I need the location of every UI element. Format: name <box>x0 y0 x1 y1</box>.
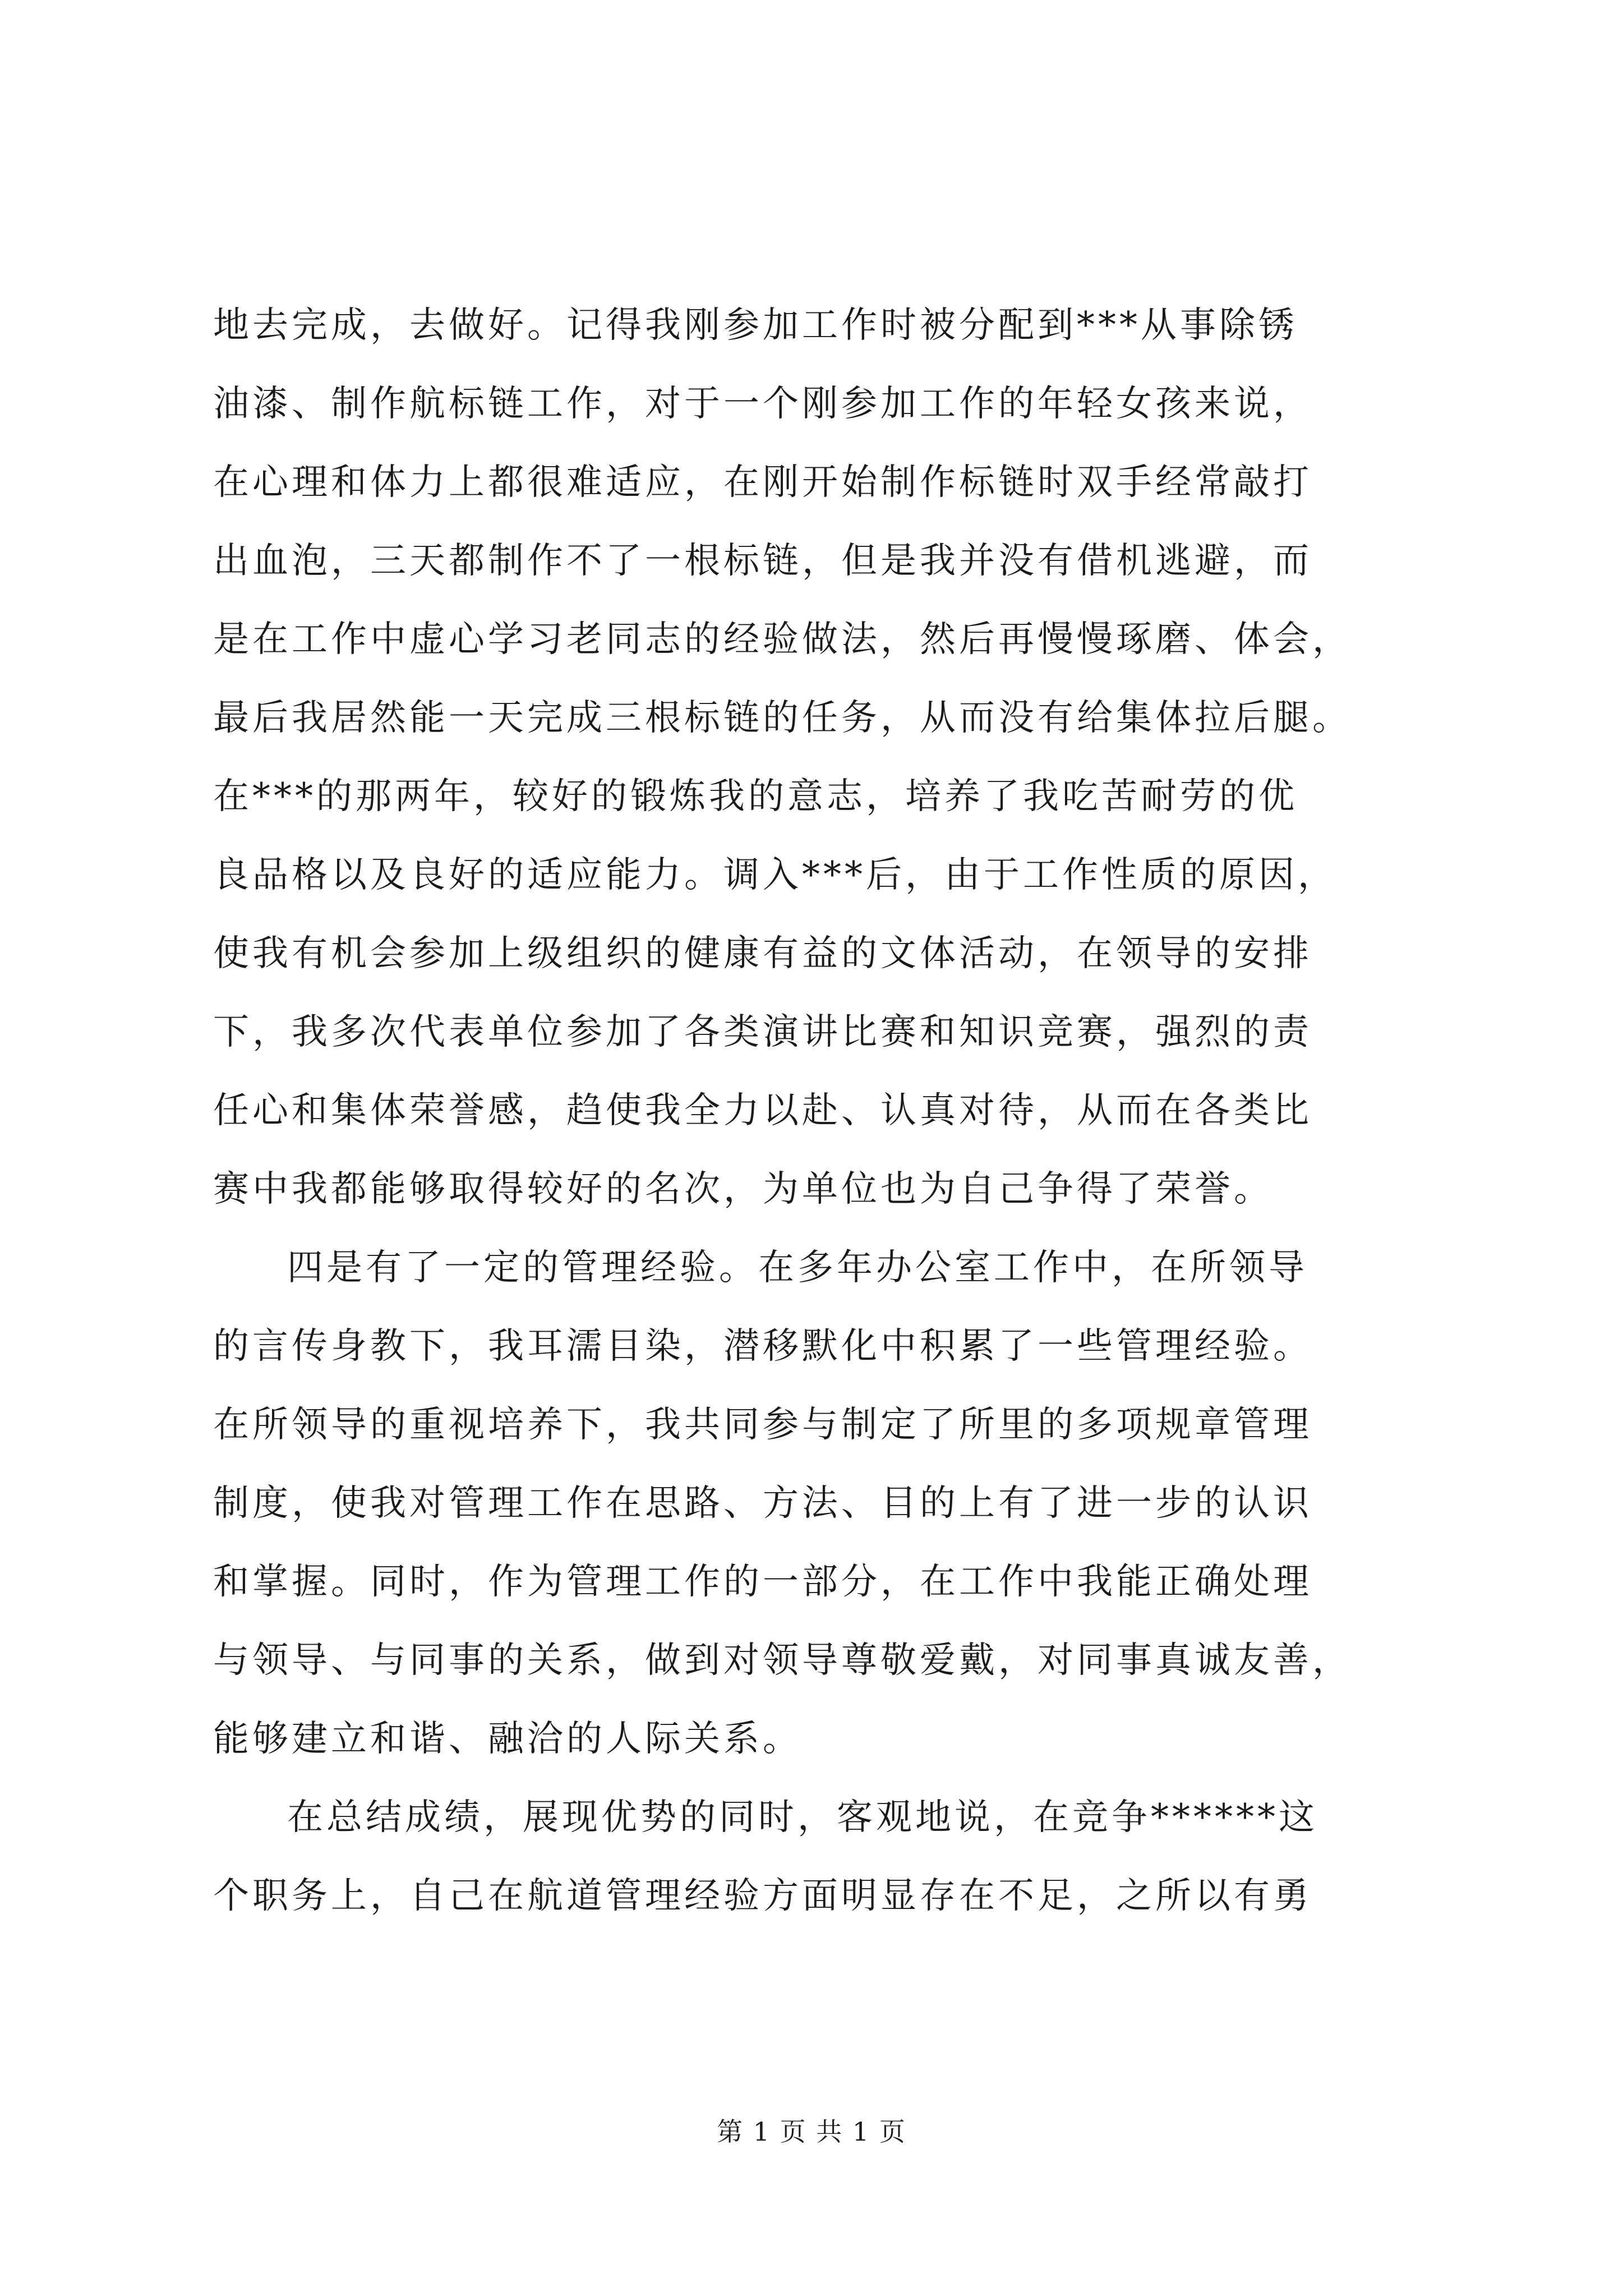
text-line: 与领导、与同事的关系，做到对领导尊敬爱戴，对同事真诚友善， <box>213 1640 1352 1681</box>
page-footer: 第 1 页 共 1 页 <box>717 2116 906 2147</box>
text-line: 良品格以及良好的适应能力。调入***后，由于工作性质的原因， <box>213 854 1337 896</box>
text-line: 和掌握。同时，作为管理工作的一部分，在工作中我能正确处理 <box>213 1561 1312 1603</box>
text-line: 在***的那两年，较好的锻炼我的意志，培养了我吃苦耐劳的优 <box>213 776 1298 817</box>
text-line: 下，我多次代表单位参加了各类演讲比赛和知识竞赛，强烈的责 <box>213 1011 1312 1053</box>
paragraph-start-line: 四是有了一定的管理经验。在多年办公室工作中，在所领导 <box>287 1247 1308 1289</box>
text-line: 任心和集体荣誉感，趋使我全力以赴、认真对待，从而在各类比 <box>213 1090 1312 1131</box>
text-line: 个职务上，自己在航道管理经验方面明显存在不足，之所以有勇 <box>213 1875 1312 1917</box>
text-line: 最后我居然能一天完成三根标链的任务，从而没有给集体拉后腿。 <box>213 697 1352 739</box>
text-line: 制度，使我对管理工作在思路、方法、目的上有了进一步的认识 <box>213 1483 1312 1524</box>
text-line: 赛中我都能够取得较好的名次，为单位也为自己争得了荣誉。 <box>213 1168 1273 1210</box>
paragraph-start-line: 在总结成绩，展现优势的同时，客观地说，在竞争******这 <box>287 1797 1318 1838</box>
text-line: 出血泡，三天都制作不了一根标链，但是我并没有借机逃避，而 <box>213 540 1312 582</box>
text-line: 地去完成，去做好。记得我刚参加工作时被分配到***从事除锈 <box>213 305 1298 346</box>
text-line: 在心理和体力上都很难适应，在刚开始制作标链时双手经常敲打 <box>213 462 1312 503</box>
text-line: 是在工作中虚心学习老同志的经验做法，然后再慢慢琢磨、体会， <box>213 619 1352 660</box>
text-line: 使我有机会参加上级组织的健康有益的文体活动，在领导的安排 <box>213 933 1312 974</box>
text-line: 油漆、制作航标链工作，对于一个刚参加工作的年轻女孩来说， <box>213 383 1312 425</box>
text-line: 能够建立和谐、融洽的人际关系。 <box>213 1718 802 1760</box>
text-line: 在所领导的重视培养下，我共同参与制定了所里的多项规章管理 <box>213 1404 1312 1446</box>
text-line: 的言传身教下，我耳濡目染，潜移默化中积累了一些管理经验。 <box>213 1326 1312 1367</box>
